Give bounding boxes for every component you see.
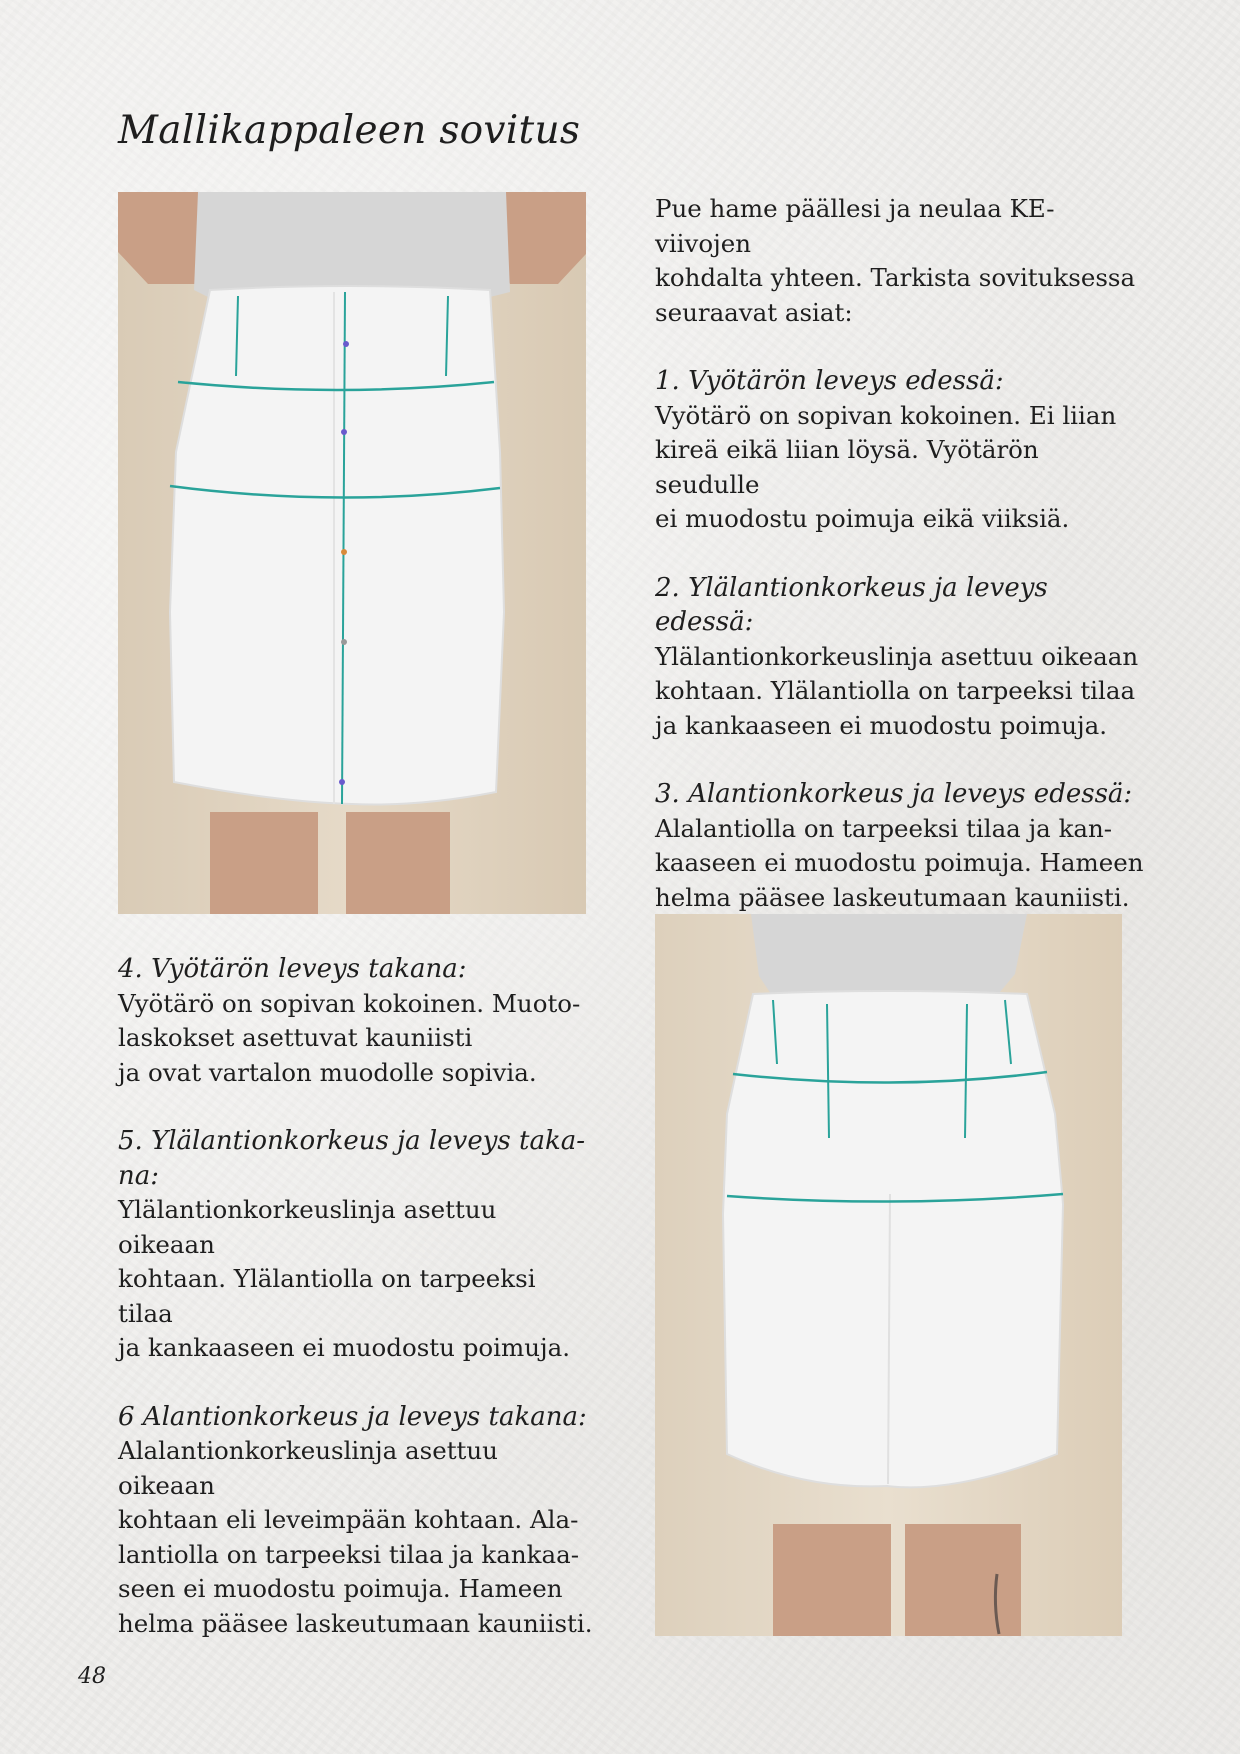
check-5-heading: 5. Ylälantionkorkeus ja leveys taka- — [118, 1126, 585, 1156]
intro-line: kohdalta yhteen. Tarkista sovituksessa — [655, 263, 1136, 292]
check-3-text: helma pääsee laskeutumaan kauniisti. — [655, 882, 1130, 912]
check-2-text: Ylälantionkorkeuslinja asettuu oikeaan — [655, 641, 1139, 671]
check-6-text: lantiolla on tarpeeksi tilaa ja kankaa- — [118, 1539, 580, 1569]
check-2-text: ja kankaaseen ei muodostu poimuja. — [655, 710, 1107, 740]
check-1-heading: 1. Vyötärön leveys edessä: — [655, 366, 1004, 396]
check-6-text: helma pääsee laskeutumaan kauniisti. — [118, 1608, 593, 1638]
page-number: 48 — [78, 1664, 106, 1689]
check-6-heading: 6 Alantionkorkeus ja leveys takana: — [118, 1401, 587, 1432]
intro-line: seuraavat asiat: — [655, 297, 853, 327]
check-5-text: Ylälantionkorkeuslinja asettuu oikeaan — [118, 1195, 497, 1259]
check-4-text: laskokset asettuvat kauniisti — [118, 1023, 473, 1052]
check-4-heading: 4. Vyötärön leveys takana: — [118, 954, 467, 984]
check-2-text: kohtaan. Ylälantiolla on tarpeeksi tilaa — [655, 676, 1136, 705]
check-1-text: ei muodostu poimuja eikä viiksiä. — [655, 504, 1070, 533]
check-6-text: seen ei muodostu poimuja. Hameen — [118, 1574, 563, 1603]
front-checklist — [655, 192, 1145, 915]
check-1-text: kireä eikä liian löysä. Vyötärön seudulle — [655, 435, 1039, 499]
check-3-heading: 3. Alantionkorkeus ja leveys edessä: — [655, 779, 1133, 809]
check-2-heading: edessä: — [655, 607, 754, 637]
check-6-text: Alalantionkorkeuslinja asettuu oikeaan — [118, 1436, 498, 1500]
check-4-text: Vyötärö on sopivan kokoinen. Muoto- — [118, 988, 581, 1018]
check-5-heading: na: — [118, 1160, 160, 1191]
back-fitting-photo — [655, 914, 1122, 1636]
check-3-text: Alalantiolla on tarpeeksi tilaa ja kan- — [655, 813, 1113, 843]
intro-line: Pue hame päällesi ja neulaa KE-viivojen — [655, 194, 1055, 258]
check-5-text: ja kankaaseen ei muodostu poimuja. — [118, 1333, 570, 1362]
front-fitting-photo — [118, 192, 586, 914]
check-3-text: kaaseen ei muodostu poimuja. Hameen — [655, 848, 1144, 877]
check-1-text: Vyötärö on sopivan kokoinen. Ei liian — [655, 400, 1117, 430]
check-4-text: ja ovat vartalon muodolle sopivia. — [118, 1057, 537, 1087]
page-title: Mallikappaleen sovitus — [118, 108, 581, 153]
check-2-heading: 2. Ylälantionkorkeus ja leveys — [655, 572, 1048, 603]
check-5-text: kohtaan. Ylälantiolla on tarpeeksi tilaa — [118, 1264, 536, 1328]
check-6-text: kohtaan eli leveimpään kohtaan. Ala- — [118, 1505, 579, 1534]
back-checklist — [118, 952, 598, 1641]
